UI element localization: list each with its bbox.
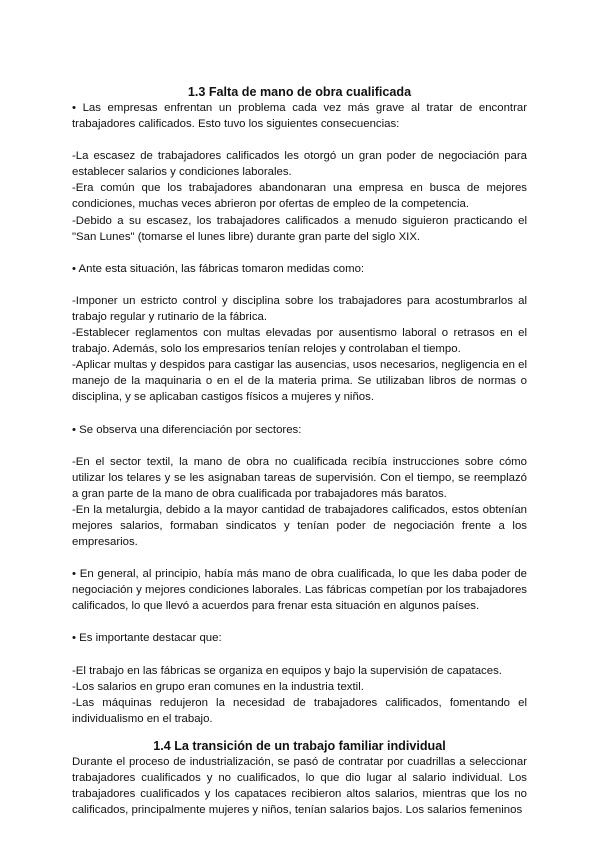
list-item: -En el sector textil, la mano de obra no cualificada recibía instrucciones sobre cómo utilizar los telares y se les asignaban tareas de supervisión. Con el tiempo, se reemplazó a gran parte de la mano de obra cualificada por trabajadores más baratos. xyxy=(72,455,527,500)
list-item: -Debido a su escasez, los trabajadores calificados a menudo siguieron practicando el "San Lunes" (tomarse el lunes libre) durante gran parte del siglo XIX. xyxy=(72,214,527,243)
list-item: -Imponer un estricto control y disciplina sobre los trabajadores para acostumbrarlos al trabajo regular y rutinario de la fábrica. xyxy=(72,294,527,323)
paragraph: • En general, al principio, había más mano de obra cualificada, lo que les daba poder de negociación y mejores condiciones laborales. Las fábricas competían por los trabajadores calificados, lo que llevó a acuerdos para frenar esta situación en algunos países. xyxy=(72,568,527,613)
list-item: -Establecer reglamentos con multas elevadas por ausentismo laboral o retrasos en el trabajo. Además, solo los empresarios tenían relojes y controlaban el tiempo. xyxy=(72,327,527,356)
paragraph: • Ante esta situación, las fábricas tomaron medidas como: xyxy=(72,262,365,275)
list-item: -El trabajo en las fábricas se organiza en equipos y bajo la supervisión de capataces. xyxy=(72,664,502,677)
paragraph: Durante el proceso de industrialización, se pasó de contratar por cuadrillas a seleccionar trabajadores cualificados y no cualificados, lo que dio lugar al salario individual. Los trabajadores cualificados y los capataces recibieron altos salarios, mientras que los no calificados, principalmente mujeres y niños, tenían salarios bajos. Los salarios femeninos xyxy=(72,755,527,817)
list-item: -Aplicar multas y despidos para castigar las ausencias, usos necesarios, negligencia en el manejo de la maquinaria o en el de la materia prima. Se utilizaban libros de normas o disciplina, y se aplicaban castigos físicos a mujeres y niños. xyxy=(72,359,527,404)
paragraph: • Es importante destacar que: xyxy=(72,632,222,645)
list-item: -Las máquinas redujeron la necesidad de trabajadores calificados, fomentando el individualismo en el trabajo. xyxy=(72,696,527,725)
paragraph: • Se observa una diferenciación por sectores: xyxy=(72,423,302,436)
list-item: -La escasez de trabajadores calificados les otorgó un gran poder de negociación para establecer salarios y condiciones laborales. xyxy=(72,150,527,179)
list-item: -Los salarios en grupo eran comunes en la industria textil. xyxy=(72,680,364,693)
document-page xyxy=(72,84,527,818)
list-item: -En la metalurgia, debido a la mayor cantidad de trabajadores calificados, estos obtenían mejores salarios, formaban sindicatos y tenían poder de negociación frente a los empresarios. xyxy=(72,503,527,549)
section-heading: 1.3 Falta de mano de obra cualificada xyxy=(187,85,412,99)
list-item: -Era común que los trabajadores abandonaran una empresa en busca de mejores condiciones, muchas veces abrieron por ofertas de empleo de la competencia. xyxy=(72,182,527,211)
paragraph: • Las empresas enfrentan un problema cada vez más grave al tratar de encontrar trabajadores calificados. Esto tuvo los siguientes consecuencias: xyxy=(72,102,527,131)
section-heading: 1.4 La transición de un trabajo familiar individual xyxy=(153,738,446,753)
